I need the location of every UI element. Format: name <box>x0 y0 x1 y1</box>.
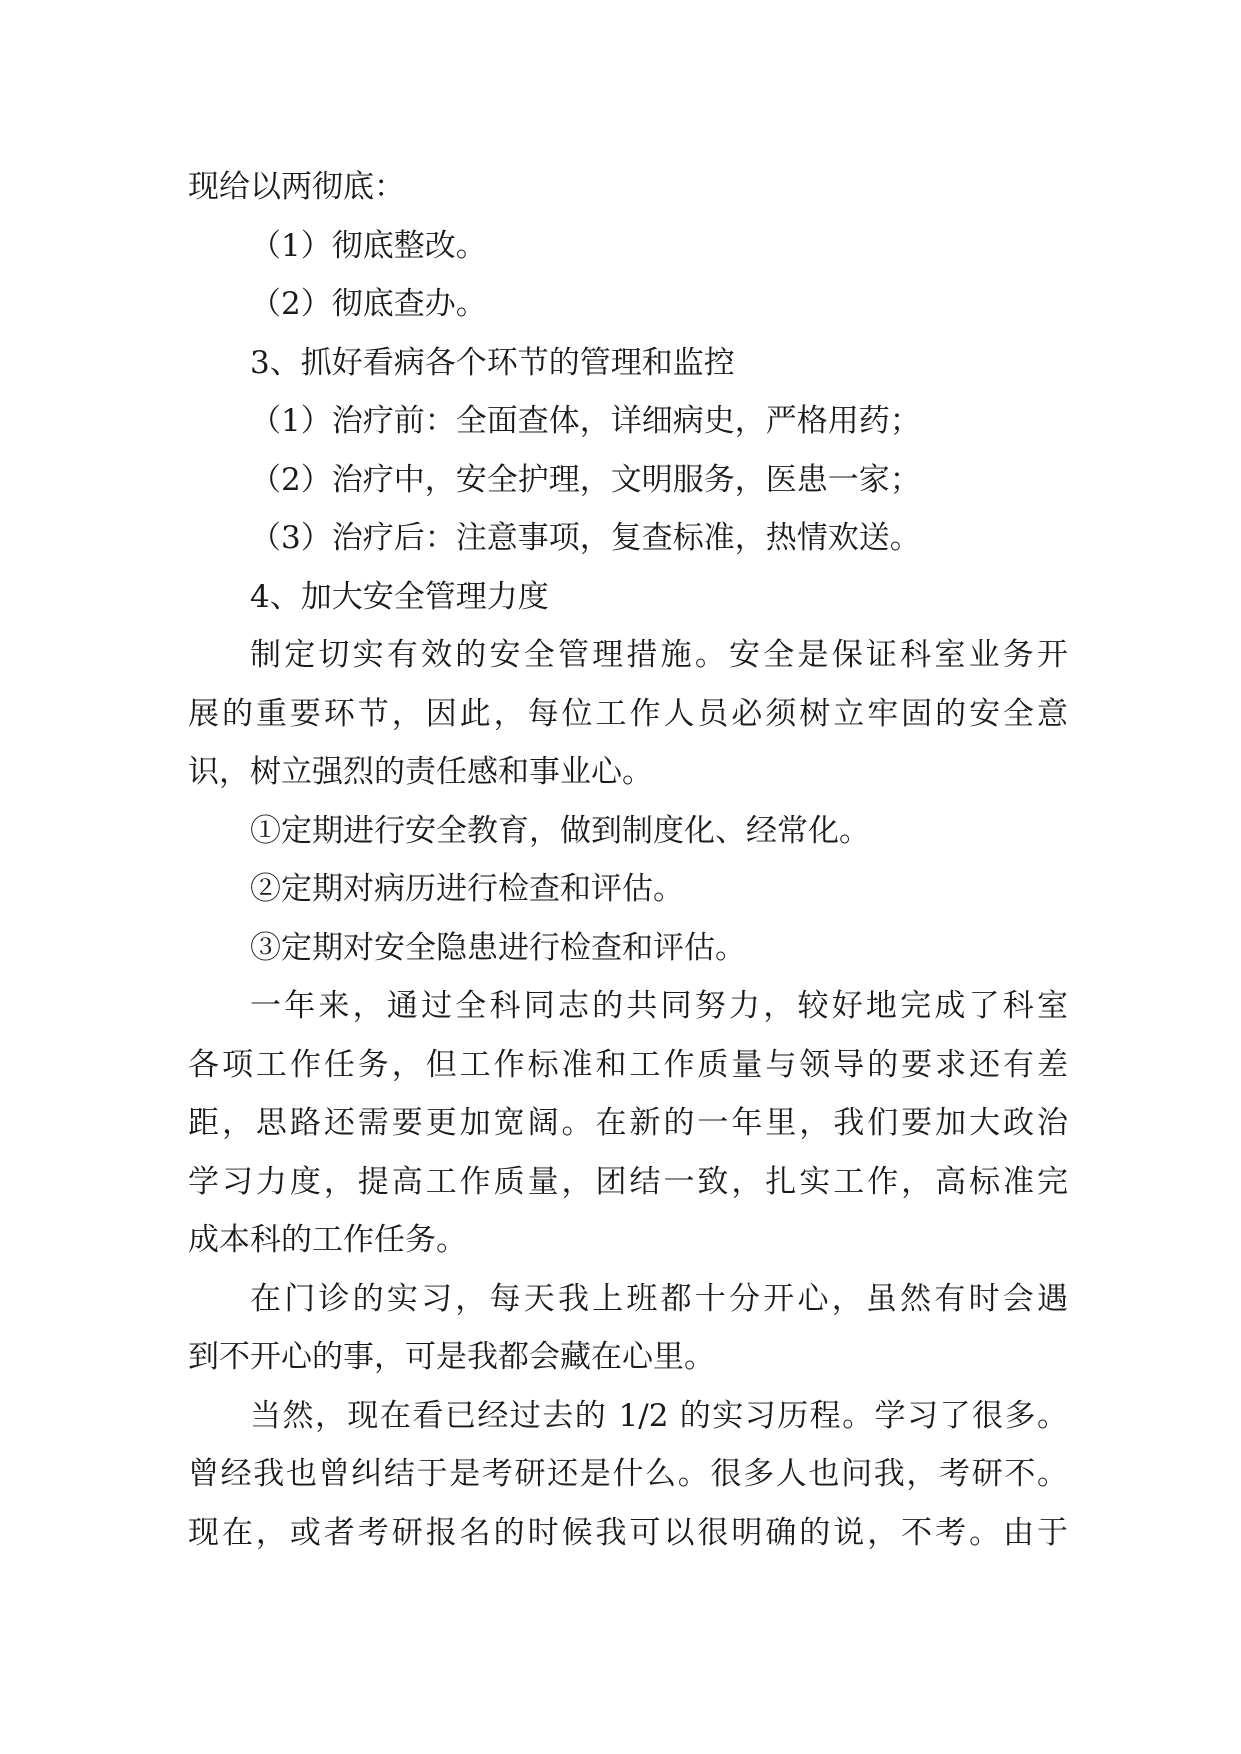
text-line: 到不开心的事，可是我都会藏在心里。 <box>188 1339 715 1375</box>
text-line: 在门诊的实习，每天我上班都十分开心，虽然有时会遇 <box>250 1280 1068 1317</box>
text-line: 学习力度，提高工作质量，团结一致，扎实工作，高标准完 <box>188 1163 1068 1200</box>
text-line: 识，树立强烈的责任感和事业心。 <box>188 754 653 790</box>
section-heading: 3、抓好看病各个环节的管理和监控 <box>250 344 735 381</box>
text-line: 曾经我也曾纠结于是考研还是什么。很多人也问我，考研不。 <box>188 1456 1068 1492</box>
list-item: （2）彻底查办。 <box>250 286 487 322</box>
text-line: 现在，或者考研报名的时候我可以很明确的说，不考。由于 <box>188 1514 1068 1551</box>
text-line: 成本科的工作任务。 <box>188 1222 467 1258</box>
list-item: （3）治疗后：注意事项，复查标准，热情欢送。 <box>250 520 921 556</box>
list-item: ③定期对安全隐患进行检查和评估。 <box>250 929 746 966</box>
list-item: （1）治疗前：全面查体，详细病史，严格用药； <box>250 403 921 439</box>
list-item: ①定期进行安全教育，做到制度化、经常化。 <box>250 812 870 849</box>
text-line: 现给以两彻底： <box>188 169 405 205</box>
text-line: 一年来，通过全科同志的共同努力，较好地完成了科室 <box>250 988 1068 1024</box>
list-item: ②定期对病历进行检查和评估。 <box>250 871 684 907</box>
section-heading: 4、加大安全管理力度 <box>250 578 549 615</box>
text-line: 各项工作任务，但工作标准和工作质量与领导的要求还有差 <box>188 1046 1068 1083</box>
text-line: 展的重要环节，因此，每位工作人员必须树立牢固的安全意 <box>188 695 1068 732</box>
text-line: 距，思路还需要更加宽阔。在新的一年里，我们要加大政治 <box>188 1105 1068 1141</box>
document-body <box>188 158 1068 1562</box>
list-item: （1）彻底整改。 <box>250 227 487 264</box>
text-line: 制定切实有效的安全管理措施。安全是保证科室业务开 <box>250 637 1068 673</box>
text-line: 当然，现在看已经过去的 1/2 的实习历程。学习了很多。 <box>250 1397 1068 1434</box>
list-item: （2）治疗中，安全护理，文明服务，医患一家； <box>250 461 921 498</box>
